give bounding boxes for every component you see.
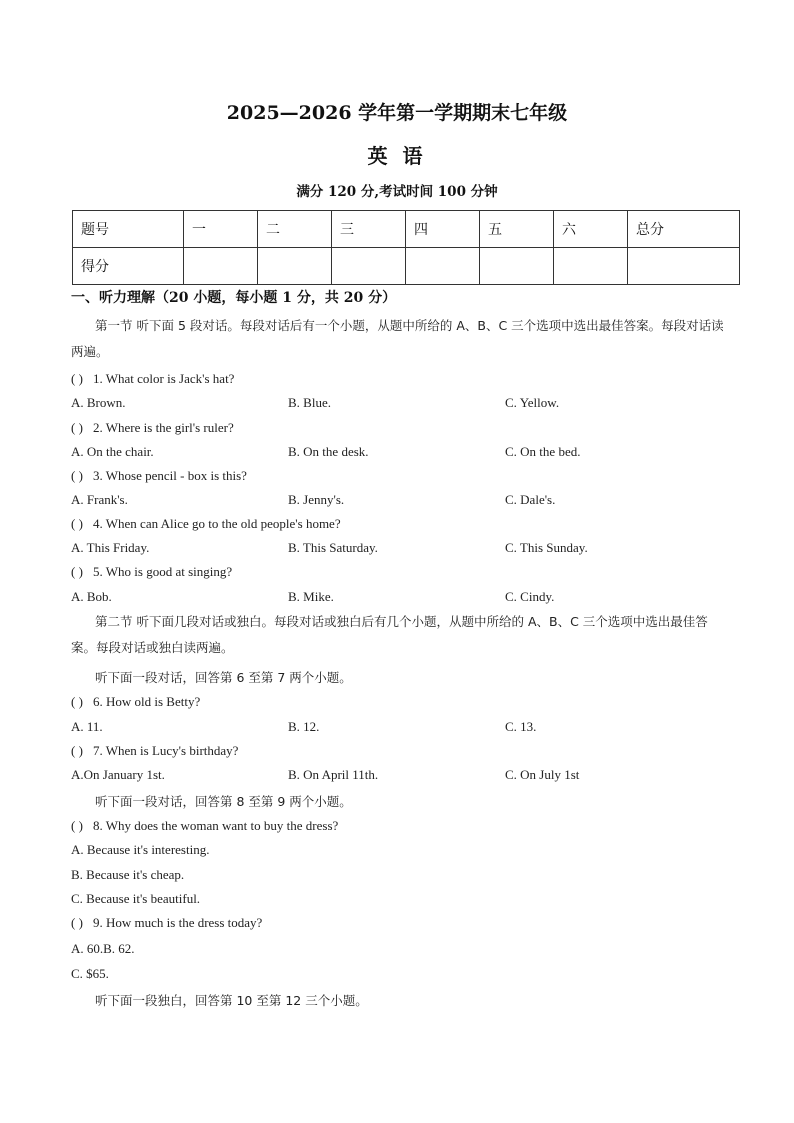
instruction-6-7: 听下面一段对话，回答第 6 至第 7 两个小题。 — [95, 670, 352, 685]
answer-bracket[interactable]: ( ) — [71, 743, 83, 758]
options-line — [71, 589, 751, 611]
question-line — [71, 564, 751, 586]
question-line — [71, 743, 751, 765]
option-b: B. Because it's cheap. — [71, 867, 185, 882]
option-a: A.On January 1st. — [71, 767, 165, 782]
instruction-10-12: 听下面一段独白，回答第 10 至第 12 三个小题。 — [95, 993, 368, 1008]
option-c: C. Dale's. — [505, 492, 556, 507]
answer-bracket[interactable]: ( ) — [71, 420, 83, 435]
question-line — [71, 915, 751, 937]
score-input-cell[interactable] — [258, 248, 332, 285]
option-a: A. On the chair. — [71, 444, 154, 459]
option-b: B. 12. — [288, 719, 320, 734]
score-input-cell[interactable] — [554, 248, 628, 285]
option-c: C. On July 1st — [505, 767, 580, 782]
score-input-cell[interactable] — [184, 248, 258, 285]
option-a: A. Bob. — [71, 589, 112, 604]
question-text: 8. Why does the woman want to buy the dress? — [93, 818, 339, 833]
part1-intro: 第一节 听下面 5 段对话。每段对话后有一个小题，从题中所给的 A、B、C 三个选项中选出最佳答案。每段对话读两遍。 — [71, 318, 724, 359]
option-b: B. On the desk. — [288, 444, 369, 459]
question-line — [71, 468, 751, 490]
instruction-8-9: 听下面一段对话，回答第 8 至第 9 两个小题。 — [95, 794, 352, 809]
option-line — [71, 941, 751, 963]
option-line — [71, 842, 751, 864]
score-table-cell: 二 — [258, 211, 332, 248]
score-input-cell[interactable] — [480, 248, 554, 285]
option-a: A. 11. — [71, 719, 103, 734]
exam-title: 2025—2026 学年第一学期期末七年级 — [226, 102, 568, 124]
score-table-cell: 四 — [406, 211, 480, 248]
subject-title: 英 语 — [367, 144, 427, 168]
question-text: 6. How old is Betty? — [93, 694, 201, 709]
question-text: 5. Who is good at singing? — [93, 564, 233, 579]
option-b: B. Blue. — [288, 395, 331, 410]
exam-subtitle: 满分 120 分,考试时间 100 分钟 — [296, 184, 498, 200]
option-a: A. Because it's interesting. — [71, 842, 210, 857]
score-table-cell: 题号 — [73, 211, 184, 248]
score-table-cell: 三 — [332, 211, 406, 248]
answer-bracket[interactable]: ( ) — [71, 915, 83, 930]
option-line — [71, 891, 751, 913]
answer-bracket[interactable]: ( ) — [71, 694, 83, 709]
question-line — [71, 371, 751, 393]
option-c: C. This Sunday. — [505, 540, 588, 555]
score-table-cell: 总分 — [628, 211, 740, 248]
question-text: 4. When can Alice go to the old people's home? — [93, 516, 341, 531]
option-b: B. Mike. — [288, 589, 334, 604]
score-table — [72, 210, 740, 285]
question-text: 2. Where is the girl's ruler? — [93, 420, 234, 435]
option-c: C. Yellow. — [505, 395, 560, 410]
question-text: 1. What color is Jack's hat? — [93, 371, 235, 386]
option-c: C. Cindy. — [505, 589, 555, 604]
option-c: C. $65. — [71, 966, 109, 981]
option-line — [71, 867, 751, 889]
option-c: C. On the bed. — [505, 444, 581, 459]
options-line — [71, 767, 751, 789]
question-text: 9. How much is the dress today? — [93, 915, 263, 930]
answer-bracket[interactable]: ( ) — [71, 564, 83, 579]
answer-bracket[interactable]: ( ) — [71, 516, 83, 531]
options-line — [71, 395, 751, 417]
answer-bracket[interactable]: ( ) — [71, 468, 83, 483]
options-line — [71, 540, 751, 562]
answer-bracket[interactable]: ( ) — [71, 818, 83, 833]
score-table-cell: 一 — [184, 211, 258, 248]
score-table-cell: 六 — [554, 211, 628, 248]
options-line — [71, 444, 751, 466]
option-b: B. On April 11th. — [288, 767, 379, 782]
option-c: C. Because it's beautiful. — [71, 891, 201, 906]
option-a: A. Brown. — [71, 395, 126, 410]
options-line — [71, 719, 751, 741]
score-table-cell: 五 — [480, 211, 554, 248]
option-b: B. Jenny's. — [288, 492, 345, 507]
score-input-cell[interactable] — [628, 248, 740, 285]
score-input-cell[interactable] — [406, 248, 480, 285]
question-line — [71, 694, 751, 716]
score-table-header-row — [73, 211, 740, 248]
score-table-score-row — [73, 248, 740, 285]
option-c: C. 13. — [505, 719, 537, 734]
option-b: B. This Saturday. — [288, 540, 378, 555]
answer-bracket[interactable]: ( ) — [71, 371, 83, 386]
option-a: A. 60.B. 62. — [71, 941, 135, 956]
question-text: 7. When is Lucy's birthday? — [93, 743, 239, 758]
option-line — [71, 966, 751, 988]
question-line — [71, 420, 751, 442]
question-line — [71, 516, 751, 538]
section-heading: 一、听力理解（20 小题，每小题 1 分，共 20 分） — [71, 290, 397, 306]
score-row-label: 得分 — [73, 248, 184, 285]
option-a: A. This Friday. — [71, 540, 150, 555]
question-line — [71, 818, 751, 840]
question-text: 3. Whose pencil - box is this? — [93, 468, 247, 483]
options-line — [71, 492, 751, 514]
option-a: A. Frank's. — [71, 492, 128, 507]
score-input-cell[interactable] — [332, 248, 406, 285]
part2-intro: 第二节 听下面几段对话或独白。每段对话或独白后有几个小题，从题中所给的 A、B、C 三个选项中选出最佳答案。每段对话或独白读两遍。 — [71, 614, 708, 655]
